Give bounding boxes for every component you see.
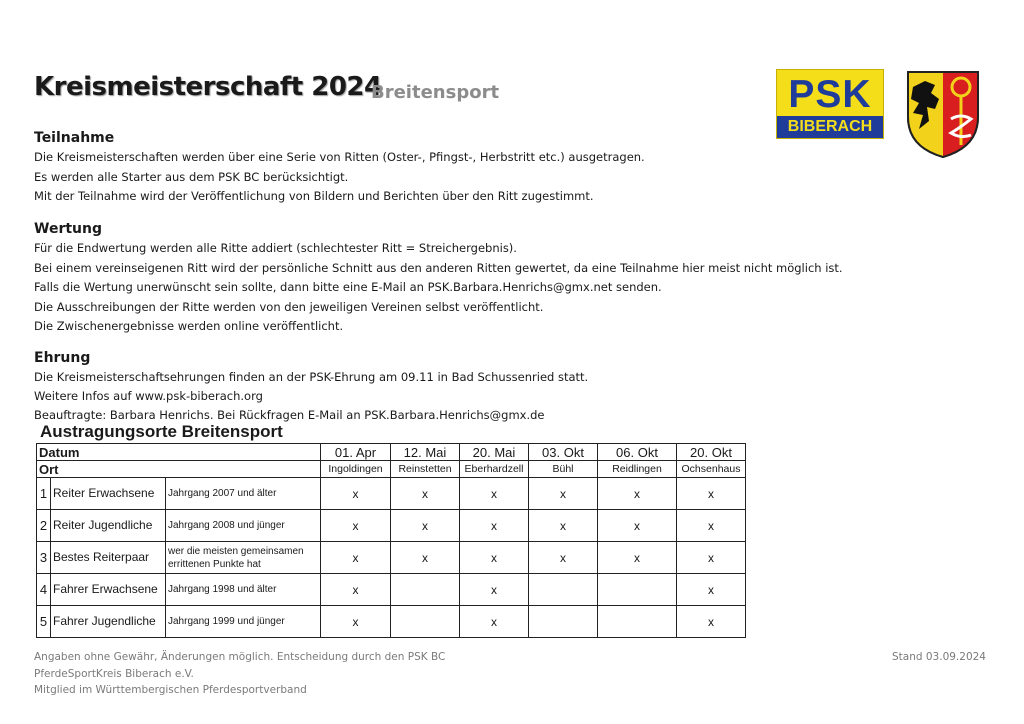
event-date: 06. Okt [598, 444, 677, 461]
row-requirement: Jahrgang 1999 und jünger [166, 606, 321, 638]
event-place: Bühl [529, 461, 598, 478]
row-category: Reiter Jugendliche [51, 510, 166, 542]
footer-disclaimer: Angaben ohne Gewähr, Änderungen möglich. Entscheidung durch den PSK BC [34, 651, 446, 663]
ehrung-line-2: Weitere Infos auf www.psk-biberach.org [34, 389, 263, 403]
teilnahme-line-3: Mit der Teilnahme wird der Veröffentlichung von Bildern und Berichten über den Ritt zugestimmt. [34, 189, 594, 203]
footer-organization: PferdeSportKreis Biberach e.V. [34, 667, 194, 680]
participation-mark: x [391, 542, 460, 574]
event-place: Ingoldingen [321, 461, 391, 478]
event-date: 03. Okt [529, 444, 598, 461]
table-row [37, 510, 746, 542]
participation-mark: x [677, 510, 746, 542]
participation-mark: x [321, 478, 391, 510]
footer-membership: Mitglied im Württembergischen Pferdesportverband [34, 684, 307, 696]
row-number: 1 [37, 478, 51, 510]
participation-mark [391, 574, 460, 606]
wertung-line-1: Für die Endwertung werden alle Ritte addiert (schlechtester Ritt = Streichergebnis). [34, 241, 517, 255]
participation-mark [598, 574, 677, 606]
table-row [37, 574, 746, 606]
header-row-dates [37, 444, 746, 461]
row-category: Reiter Erwachsene [51, 478, 166, 510]
participation-mark: x [321, 510, 391, 542]
table-row [37, 478, 746, 510]
participation-mark: x [598, 510, 677, 542]
participation-mark: x [529, 478, 598, 510]
page-subtitle: Breitensport [371, 82, 500, 103]
event-place: Ochsenhaus [677, 461, 746, 478]
table-title: Austragungsorte Breitensport [40, 422, 283, 441]
row-number: 3 [37, 542, 51, 574]
row-category: Fahrer Jugendliche [51, 606, 166, 638]
participation-mark [391, 606, 460, 638]
row-category: Fahrer Erwachsene [51, 574, 166, 606]
participation-mark: x [321, 542, 391, 574]
participation-mark: x [391, 510, 460, 542]
venues-table [36, 443, 746, 638]
event-place: Eberhardzell [460, 461, 529, 478]
ehrung-line-1: Die Kreismeisterschaftsehrungen finden an der PSK-Ehrung am 09.11 in Bad Schussenried statt. [34, 370, 589, 384]
event-date: 12. Mai [391, 444, 460, 461]
participation-mark: x [460, 478, 529, 510]
participation-mark: x [677, 574, 746, 606]
participation-mark: x [677, 542, 746, 574]
row-requirement: Jahrgang 2007 und älter [166, 478, 321, 510]
district-coat-of-arms-icon [905, 69, 981, 159]
row-number: 2 [37, 510, 51, 542]
participation-mark: x [460, 510, 529, 542]
participation-mark [529, 574, 598, 606]
participation-mark: x [460, 574, 529, 606]
ehrung-line-3: Beauftragte: Barbara Henrichs. Bei Rückfragen E-Mail an PSK.Barbara.Henrichs@gmx.de [34, 408, 545, 422]
wertung-line-2: Bei einem vereinseigenen Ritt wird der persönliche Schnitt aus den anderen Ritten gewertet, da eine Teilnahme hier meist nicht möglich ist. [34, 260, 843, 275]
participation-mark: x [391, 478, 460, 510]
participation-mark: x [529, 510, 598, 542]
psk-biberach-logo [776, 69, 884, 139]
row-category: Bestes Reiterpaar [51, 542, 166, 574]
wertung-line-5: Die Zwischenergebnisse werden online veröffentlicht. [34, 319, 344, 333]
logo-psk-text: PSK [788, 73, 872, 116]
ehrung-heading: Ehrung [34, 350, 91, 366]
participation-mark: x [677, 606, 746, 638]
header-row-places [37, 461, 746, 478]
participation-mark: x [529, 542, 598, 574]
wertung-line-3: Falls die Wertung unerwünscht sein sollte, dann bitte eine E-Mail an PSK.Barbara.Henrichs@gmx.net senden. [34, 280, 662, 294]
participation-mark [529, 606, 598, 638]
participation-mark: x [598, 478, 677, 510]
event-date: 01. Apr [321, 444, 391, 461]
event-date: 20. Okt [677, 444, 746, 461]
section-teilnahme [34, 128, 645, 207]
wertung-heading: Wertung [34, 221, 102, 237]
table-row [37, 542, 746, 574]
row-number: 4 [37, 574, 51, 606]
participation-mark: x [321, 606, 391, 638]
row-requirement: Jahrgang 2008 und jünger [166, 510, 321, 542]
teilnahme-line-2: Es werden alle Starter aus dem PSK BC berücksichtigt. [34, 169, 349, 184]
header-datum: Datum [37, 444, 321, 461]
teilnahme-heading: Teilnahme [34, 130, 115, 146]
section-wertung [34, 219, 843, 337]
table-row [37, 606, 746, 638]
participation-mark [598, 606, 677, 638]
teilnahme-line-1: Die Kreismeisterschaften werden über eine Serie von Ritten (Oster-, Pfingst-, Herbstritt etc.) ausgetragen. [34, 150, 645, 164]
participation-mark: x [677, 478, 746, 510]
participation-mark: x [460, 542, 529, 574]
participation-mark: x [598, 542, 677, 574]
event-date: 20. Mai [460, 444, 529, 461]
footer [34, 649, 445, 699]
section-ehrung [34, 348, 588, 425]
footer-stand-date: Stand 03.09.2024 [892, 651, 986, 663]
row-requirement: Jahrgang 1998 und älter [166, 574, 321, 606]
participation-mark: x [460, 606, 529, 638]
row-requirement: wer die meisten gemeinsamen errittenen Punkte hat [166, 542, 321, 574]
event-place: Reidlingen [598, 461, 677, 478]
page-title: Kreismeisterschaft 2024 [34, 72, 382, 102]
wertung-line-4: Die Ausschreibungen der Ritte werden von den jeweiligen Vereinen selbst veröffentlicht. [34, 299, 544, 314]
event-place: Reinstetten [391, 461, 460, 478]
participation-mark: x [321, 574, 391, 606]
header-ort: Ort [37, 461, 321, 478]
row-number: 5 [37, 606, 51, 638]
logo-city-text: BIBERACH [777, 116, 883, 138]
